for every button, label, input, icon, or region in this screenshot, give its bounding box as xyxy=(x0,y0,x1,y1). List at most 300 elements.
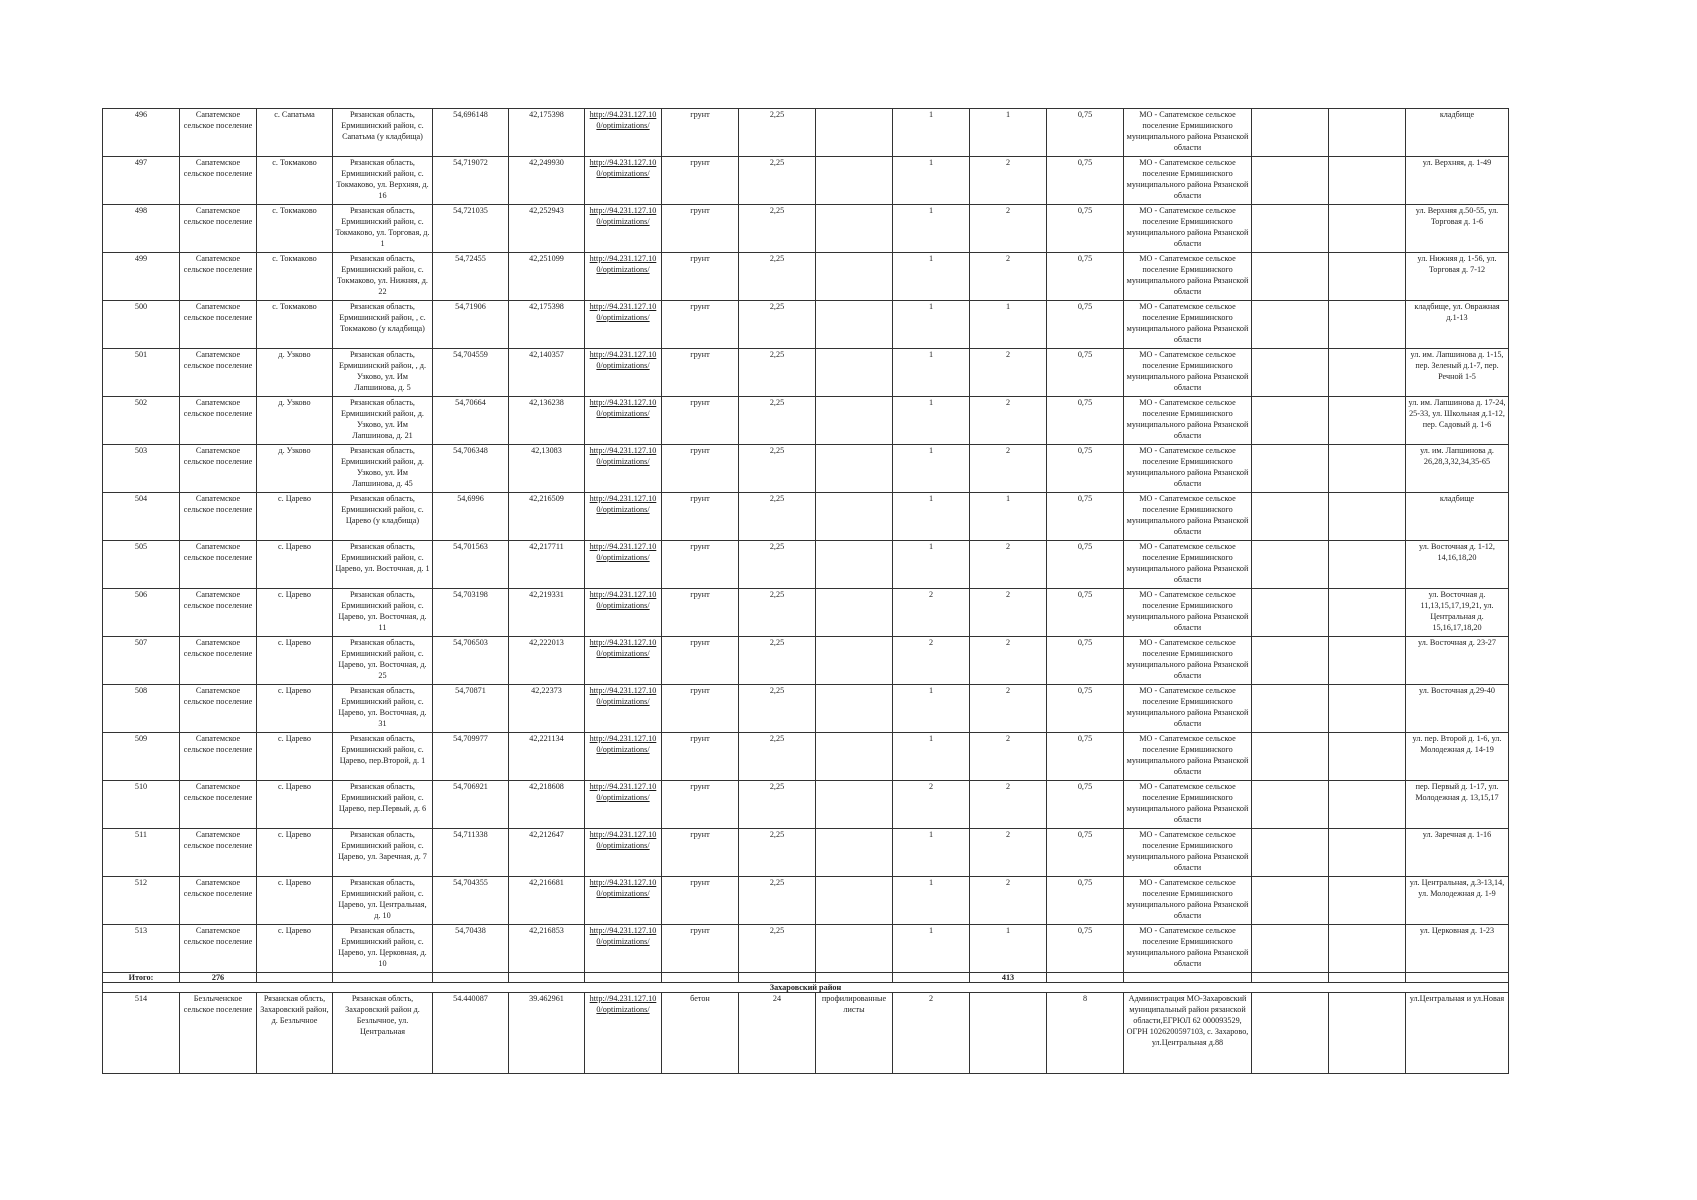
sources-cell: ул. Восточная д. 23-27 xyxy=(1406,637,1509,685)
longitude-cell: 42,219331 xyxy=(509,589,585,637)
extra1-cell xyxy=(1252,349,1329,397)
settlement-cell: Сапатемское сельское поселение xyxy=(180,829,257,877)
surface-cell: грунт xyxy=(662,685,739,733)
count1-cell: 1 xyxy=(893,541,970,589)
village-cell: с. Токмаково xyxy=(257,301,333,349)
village-cell: Рязанская облсть, Захаровский район, д. Безлычное xyxy=(257,993,333,1074)
area-cell: 2,25 xyxy=(739,157,816,205)
owner-cell: МО - Сапатемское сельское поселение Ермишинского муниципального района Рязанской области xyxy=(1124,157,1252,205)
address-cell: Рязанская область, Ермишинский район, с. Токмаково, ул. Торговая, д. 1 xyxy=(333,205,433,253)
surface-cell: грунт xyxy=(662,541,739,589)
address-cell: Рязанская облсть, Захаровский район д. Безлычное, ул. Центральная xyxy=(333,993,433,1074)
extra1-cell xyxy=(1252,685,1329,733)
settlement-cell: Сапатемское сельское поселение xyxy=(180,205,257,253)
total-label: Итого: xyxy=(103,973,180,983)
owner-cell: МО - Сапатемское сельское поселение Ермишинского муниципального района Рязанской области xyxy=(1124,589,1252,637)
latitude-cell: 54,706348 xyxy=(433,445,509,493)
latitude-cell: 54,701563 xyxy=(433,541,509,589)
area-cell: 24 xyxy=(739,993,816,1074)
longitude-cell: 42,251099 xyxy=(509,253,585,301)
owner-cell: МО - Сапатемское сельское поселение Ермишинского муниципального района Рязанской области xyxy=(1124,109,1252,157)
settlement-cell: Сапатемское сельское поселение xyxy=(180,397,257,445)
longitude-cell: 42,13083 xyxy=(509,445,585,493)
sources-cell: ул. им. Лапшинова д. 1-15, пер. Зеленый д.1-7, пер. Речной 1-5 xyxy=(1406,349,1509,397)
table-row xyxy=(103,877,1509,925)
count2-cell: 1 xyxy=(970,493,1047,541)
extra2-cell xyxy=(1329,301,1406,349)
surface-cell: грунт xyxy=(662,445,739,493)
owner-cell: МО - Сапатемское сельское поселение Ермишинского муниципального района Рязанской области xyxy=(1124,493,1252,541)
link-cell[interactable]: http://94.231.127.10 0/optimizations/ xyxy=(585,397,662,445)
owner-cell: МО - Сапатемское сельское поселение Ермишинского муниципального района Рязанской области xyxy=(1124,637,1252,685)
longitude-cell: 42,222013 xyxy=(509,637,585,685)
table-row xyxy=(103,993,1509,1074)
settlement-cell: Сапатемское сельское поселение xyxy=(180,877,257,925)
table-row xyxy=(103,829,1509,877)
latitude-cell: 54,721035 xyxy=(433,205,509,253)
area-cell: 2,25 xyxy=(739,541,816,589)
cover-cell xyxy=(816,397,893,445)
settlement-cell: Безлыченское сельское поселение xyxy=(180,993,257,1074)
settlement-cell: Сапатемское сельское поселение xyxy=(180,445,257,493)
cover-cell xyxy=(816,205,893,253)
empty-cell xyxy=(257,973,333,983)
settlement-cell: Сапатемское сельское поселение xyxy=(180,541,257,589)
address-cell: Рязанская область, Ермишинский район, с. Царево, пер.Первый, д. 6 xyxy=(333,781,433,829)
link-cell[interactable]: http://94.231.127.10 0/optimizations/ xyxy=(585,253,662,301)
extra2-cell xyxy=(1329,733,1406,781)
volume-cell: 0,75 xyxy=(1047,637,1124,685)
count2-cell: 2 xyxy=(970,589,1047,637)
latitude-cell: 54,704355 xyxy=(433,877,509,925)
link-cell[interactable]: http://94.231.127.10 0/optimizations/ xyxy=(585,349,662,397)
longitude-cell: 42,175398 xyxy=(509,301,585,349)
row-number: 504 xyxy=(103,493,180,541)
link-cell[interactable]: http://94.231.127.10 0/optimizations/ xyxy=(585,109,662,157)
longitude-cell: 42,218608 xyxy=(509,781,585,829)
cover-cell xyxy=(816,685,893,733)
owner-cell: МО - Сапатемское сельское поселение Ермишинского муниципального района Рязанской области xyxy=(1124,925,1252,973)
settlement-cell: Сапатемское сельское поселение xyxy=(180,253,257,301)
cover-cell: профилированные листы xyxy=(816,993,893,1074)
settlement-cell: Сапатемское сельское поселение xyxy=(180,349,257,397)
longitude-cell: 42,216853 xyxy=(509,925,585,973)
sources-cell: кладбище xyxy=(1406,493,1509,541)
count1-cell: 1 xyxy=(893,253,970,301)
link-cell[interactable]: http://94.231.127.10 0/optimizations/ xyxy=(585,733,662,781)
link-cell[interactable]: http://94.231.127.10 0/optimizations/ xyxy=(585,157,662,205)
link-cell[interactable]: http://94.231.127.10 0/optimizations/ xyxy=(585,493,662,541)
row-number: 498 xyxy=(103,205,180,253)
table-row xyxy=(103,925,1509,973)
area-cell: 2,25 xyxy=(739,253,816,301)
empty-cell xyxy=(1124,973,1252,983)
village-cell: с. Царево xyxy=(257,685,333,733)
cover-cell xyxy=(816,925,893,973)
count2-cell: 2 xyxy=(970,205,1047,253)
address-cell: Рязанская область, Ермишинский район, , д. Узково, ул. Им Лапшинова, д. 5 xyxy=(333,349,433,397)
table-row xyxy=(103,253,1509,301)
volume-cell: 0,75 xyxy=(1047,301,1124,349)
table-row xyxy=(103,493,1509,541)
count1-cell: 1 xyxy=(893,157,970,205)
count2-cell: 2 xyxy=(970,637,1047,685)
link-cell[interactable]: http://94.231.127.10 0/optimizations/ xyxy=(585,829,662,877)
owner-cell: МО - Сапатемское сельское поселение Ермишинского муниципального района Рязанской области xyxy=(1124,445,1252,493)
address-cell: Рязанская область, Ермишинский район, с. Царево, ул. Восточная, д. 31 xyxy=(333,685,433,733)
settlement-cell: Сапатемское сельское поселение xyxy=(180,637,257,685)
area-cell: 2,25 xyxy=(739,397,816,445)
extra1-cell xyxy=(1252,109,1329,157)
extra2-cell xyxy=(1329,445,1406,493)
link-cell[interactable]: http://94.231.127.10 0/optimizations/ xyxy=(585,993,662,1074)
table-row xyxy=(103,589,1509,637)
count2-cell: 2 xyxy=(970,253,1047,301)
village-cell: с. Сапатьма xyxy=(257,109,333,157)
sources-cell: ул. Верхняя, д. 1-49 xyxy=(1406,157,1509,205)
extra2-cell xyxy=(1329,637,1406,685)
surface-cell: грунт xyxy=(662,253,739,301)
area-cell: 2,25 xyxy=(739,781,816,829)
address-cell: Рязанская область, Ермишинский район, с. Царево, ул. Церковная, д. 10 xyxy=(333,925,433,973)
area-cell: 2,25 xyxy=(739,589,816,637)
cover-cell xyxy=(816,253,893,301)
latitude-cell: 54,719072 xyxy=(433,157,509,205)
longitude-cell: 42,252943 xyxy=(509,205,585,253)
cover-cell xyxy=(816,349,893,397)
surface-cell: грунт xyxy=(662,493,739,541)
cover-cell xyxy=(816,301,893,349)
village-cell: д. Узково xyxy=(257,445,333,493)
longitude-cell: 39.462961 xyxy=(509,993,585,1074)
surface-cell: грунт xyxy=(662,349,739,397)
surface-cell: грунт xyxy=(662,109,739,157)
count2-cell: 2 xyxy=(970,685,1047,733)
extra1-cell xyxy=(1252,493,1329,541)
volume-cell: 8 xyxy=(1047,993,1124,1074)
sources-cell: ул. Центральная, д.3-13,14, ул. Молодежная д. 1-9 xyxy=(1406,877,1509,925)
row-number: 505 xyxy=(103,541,180,589)
empty-cell xyxy=(333,973,433,983)
volume-cell: 0,75 xyxy=(1047,925,1124,973)
owner-cell: МО - Сапатемское сельское поселение Ермишинского муниципального района Рязанской области xyxy=(1124,301,1252,349)
row-number: 503 xyxy=(103,445,180,493)
latitude-cell: 54,703198 xyxy=(433,589,509,637)
surface-cell: грунт xyxy=(662,157,739,205)
settlement-cell: Сапатемское сельское поселение xyxy=(180,157,257,205)
link-cell[interactable]: http://94.231.127.10 0/optimizations/ xyxy=(585,685,662,733)
cover-cell xyxy=(816,781,893,829)
count1-cell: 2 xyxy=(893,589,970,637)
area-cell: 2,25 xyxy=(739,637,816,685)
longitude-cell: 42,217711 xyxy=(509,541,585,589)
volume-cell: 0,75 xyxy=(1047,877,1124,925)
empty-cell xyxy=(1329,973,1406,983)
longitude-cell: 42,175398 xyxy=(509,109,585,157)
volume-cell: 0,75 xyxy=(1047,541,1124,589)
count2-cell: 2 xyxy=(970,349,1047,397)
district-row xyxy=(103,983,1509,993)
area-cell: 2,25 xyxy=(739,109,816,157)
cover-cell xyxy=(816,541,893,589)
extra2-cell xyxy=(1329,589,1406,637)
village-cell: с. Царево xyxy=(257,877,333,925)
address-cell: Рязанская область, Ермишинский район, с. Царево, ул. Центральная, д. 10 xyxy=(333,877,433,925)
village-cell: с. Царево xyxy=(257,541,333,589)
link-cell[interactable]: http://94.231.127.10 0/optimizations/ xyxy=(585,877,662,925)
extra2-cell xyxy=(1329,685,1406,733)
count2-cell: 2 xyxy=(970,157,1047,205)
table-row xyxy=(103,349,1509,397)
longitude-cell: 42,216509 xyxy=(509,493,585,541)
extra2-cell xyxy=(1329,993,1406,1074)
cover-cell xyxy=(816,109,893,157)
latitude-cell: 54,70664 xyxy=(433,397,509,445)
village-cell: с. Царево xyxy=(257,925,333,973)
extra2-cell xyxy=(1329,253,1406,301)
area-cell: 2,25 xyxy=(739,685,816,733)
extra1-cell xyxy=(1252,445,1329,493)
latitude-cell: 54,709977 xyxy=(433,733,509,781)
link-cell[interactable]: http://94.231.127.10 0/optimizations/ xyxy=(585,781,662,829)
volume-cell: 0,75 xyxy=(1047,829,1124,877)
table-row xyxy=(103,637,1509,685)
link-cell[interactable]: http://94.231.127.10 0/optimizations/ xyxy=(585,445,662,493)
area-cell: 2,25 xyxy=(739,925,816,973)
extra2-cell xyxy=(1329,205,1406,253)
address-cell: Рязанская область, Ермишинский район, с. Царево, ул. Восточная, д. 11 xyxy=(333,589,433,637)
owner-cell: МО - Сапатемское сельское поселение Ермишинского муниципального района Рязанской области xyxy=(1124,349,1252,397)
row-number: 508 xyxy=(103,685,180,733)
area-cell: 2,25 xyxy=(739,493,816,541)
longitude-cell: 42,212647 xyxy=(509,829,585,877)
settlement-cell: Сапатемское сельское поселение xyxy=(180,733,257,781)
extra2-cell xyxy=(1329,541,1406,589)
longitude-cell: 42,249930 xyxy=(509,157,585,205)
owner-cell: МО - Сапатемское сельское поселение Ермишинского муниципального района Рязанской области xyxy=(1124,205,1252,253)
address-cell: Рязанская область, Ермишинский район, с. Царево, ул. Заречная, д. 7 xyxy=(333,829,433,877)
latitude-cell: 54,70871 xyxy=(433,685,509,733)
cover-cell xyxy=(816,733,893,781)
row-number: 497 xyxy=(103,157,180,205)
extra2-cell xyxy=(1329,829,1406,877)
address-cell: Рязанская область, Ермишинский район, с. Токмаково, ул. Верхняя, д. 16 xyxy=(333,157,433,205)
surface-cell: грунт xyxy=(662,301,739,349)
count2-cell: 2 xyxy=(970,445,1047,493)
count1-cell: 2 xyxy=(893,993,970,1074)
table-row xyxy=(103,781,1509,829)
area-cell: 2,25 xyxy=(739,349,816,397)
total-count: 276 xyxy=(180,973,257,983)
extra1-cell xyxy=(1252,733,1329,781)
village-cell: с. Царево xyxy=(257,829,333,877)
count1-cell: 1 xyxy=(893,445,970,493)
village-cell: с. Царево xyxy=(257,589,333,637)
table-row xyxy=(103,541,1509,589)
count1-cell: 1 xyxy=(893,205,970,253)
surface-cell: грунт xyxy=(662,637,739,685)
sources-cell: ул. Заречная д. 1-16 xyxy=(1406,829,1509,877)
owner-cell: МО - Сапатемское сельское поселение Ермишинского муниципального района Рязанской области xyxy=(1124,685,1252,733)
owner-cell: МО - Сапатемское сельское поселение Ермишинского муниципального района Рязанской области xyxy=(1124,541,1252,589)
latitude-cell: 54,72455 xyxy=(433,253,509,301)
volume-cell: 0,75 xyxy=(1047,109,1124,157)
count1-cell: 1 xyxy=(893,685,970,733)
latitude-cell: 54,6996 xyxy=(433,493,509,541)
settlement-cell: Сапатемское сельское поселение xyxy=(180,685,257,733)
cover-cell xyxy=(816,157,893,205)
link-cell[interactable]: http://94.231.127.10 0/optimizations/ xyxy=(585,637,662,685)
surface-cell: грунт xyxy=(662,205,739,253)
volume-cell: 0,75 xyxy=(1047,205,1124,253)
volume-cell: 0,75 xyxy=(1047,493,1124,541)
count1-cell: 1 xyxy=(893,349,970,397)
row-number: 501 xyxy=(103,349,180,397)
volume-cell: 0,75 xyxy=(1047,781,1124,829)
latitude-cell: 54.440087 xyxy=(433,993,509,1074)
sources-cell: ул. Восточная д.29-40 xyxy=(1406,685,1509,733)
latitude-cell: 54,70438 xyxy=(433,925,509,973)
village-cell: с. Царево xyxy=(257,637,333,685)
count2-cell: 2 xyxy=(970,781,1047,829)
cover-cell xyxy=(816,589,893,637)
count1-cell: 1 xyxy=(893,829,970,877)
volume-cell: 0,75 xyxy=(1047,349,1124,397)
longitude-cell: 42,140357 xyxy=(509,349,585,397)
settlement-cell: Сапатемское сельское поселение xyxy=(180,493,257,541)
settlement-cell: Сапатемское сельское поселение xyxy=(180,589,257,637)
row-number: 499 xyxy=(103,253,180,301)
surface-cell: грунт xyxy=(662,397,739,445)
extra2-cell xyxy=(1329,157,1406,205)
latitude-cell: 54,706503 xyxy=(433,637,509,685)
count1-cell: 1 xyxy=(893,301,970,349)
area-cell: 2,25 xyxy=(739,205,816,253)
settlement-cell: Сапатемское сельское поселение xyxy=(180,109,257,157)
owner-cell: МО - Сапатемское сельское поселение Ермишинского муниципального района Рязанской области xyxy=(1124,781,1252,829)
latitude-cell: 54,71906 xyxy=(433,301,509,349)
row-number: 506 xyxy=(103,589,180,637)
village-cell: д. Узково xyxy=(257,397,333,445)
count2-cell: 1 xyxy=(970,301,1047,349)
sources-cell: ул. Восточная д. 11,13,15,17,19,21, ул. Центральная д. 15,16,17,18,20 xyxy=(1406,589,1509,637)
count1-cell: 1 xyxy=(893,397,970,445)
link-cell[interactable]: http://94.231.127.10 0/optimizations/ xyxy=(585,541,662,589)
row-number: 510 xyxy=(103,781,180,829)
area-cell: 2,25 xyxy=(739,445,816,493)
row-number: 507 xyxy=(103,637,180,685)
count1-cell: 2 xyxy=(893,781,970,829)
surface-cell: грунт xyxy=(662,877,739,925)
link-cell[interactable]: http://94.231.127.10 0/optimizations/ xyxy=(585,301,662,349)
empty-cell xyxy=(662,973,739,983)
empty-cell xyxy=(1406,973,1509,983)
link-cell[interactable]: http://94.231.127.10 0/optimizations/ xyxy=(585,205,662,253)
register-table xyxy=(102,108,1509,1074)
owner-cell: МО - Сапатемское сельское поселение Ермишинского муниципального района Рязанской области xyxy=(1124,253,1252,301)
count2-cell: 2 xyxy=(970,397,1047,445)
sources-cell: ул. Нижняя д. 1-56, ул. Торговая д. 7-12 xyxy=(1406,253,1509,301)
longitude-cell: 42,216681 xyxy=(509,877,585,925)
owner-cell: МО - Сапатемское сельское поселение Ермишинского муниципального района Рязанской области xyxy=(1124,877,1252,925)
volume-cell: 0,75 xyxy=(1047,589,1124,637)
count2-cell xyxy=(970,993,1047,1074)
empty-cell xyxy=(739,973,816,983)
volume-cell: 0,75 xyxy=(1047,397,1124,445)
extra2-cell xyxy=(1329,349,1406,397)
district-heading: Захаровский район xyxy=(103,983,1509,993)
cover-cell xyxy=(816,877,893,925)
link-cell[interactable]: http://94.231.127.10 0/optimizations/ xyxy=(585,925,662,973)
address-cell: Рязанская область, Ермишинский район, с. Царево, пер.Второй, д. 1 xyxy=(333,733,433,781)
address-cell: Рязанская область, Ермишинский район, с. Царево, ул. Восточная, д. 25 xyxy=(333,637,433,685)
village-cell: с. Токмаково xyxy=(257,253,333,301)
owner-cell: МО - Сапатемское сельское поселение Ермишинского муниципального района Рязанской области xyxy=(1124,397,1252,445)
address-cell: Рязанская область, Ермишинский район, , с. Токмаково (у кладбища) xyxy=(333,301,433,349)
table-row xyxy=(103,397,1509,445)
total-row xyxy=(103,973,1509,983)
extra2-cell xyxy=(1329,109,1406,157)
empty-cell xyxy=(893,973,970,983)
address-cell: Рязанская область, Ермишинский район, с. Сапатьма (у кладбища) xyxy=(333,109,433,157)
latitude-cell: 54,711338 xyxy=(433,829,509,877)
extra1-cell xyxy=(1252,637,1329,685)
latitude-cell: 54,706921 xyxy=(433,781,509,829)
count1-cell: 1 xyxy=(893,925,970,973)
owner-cell: МО - Сапатемское сельское поселение Ермишинского муниципального района Рязанской области xyxy=(1124,829,1252,877)
surface-cell: грунт xyxy=(662,733,739,781)
longitude-cell: 42,221134 xyxy=(509,733,585,781)
settlement-cell: Сапатемское сельское поселение xyxy=(180,301,257,349)
volume-cell: 0,75 xyxy=(1047,445,1124,493)
address-cell: Рязанская область, Ермишинский район, с. Токмаково, ул. Нижняя, д. 22 xyxy=(333,253,433,301)
owner-cell: МО - Сапатемское сельское поселение Ермишинского муниципального района Рязанской области xyxy=(1124,733,1252,781)
village-cell: с. Токмаково xyxy=(257,157,333,205)
sources-cell: кладбище xyxy=(1406,109,1509,157)
count2-cell: 2 xyxy=(970,877,1047,925)
cover-cell xyxy=(816,829,893,877)
surface-cell: грунт xyxy=(662,829,739,877)
row-number: 512 xyxy=(103,877,180,925)
surface-cell: грунт xyxy=(662,781,739,829)
count2-cell: 1 xyxy=(970,925,1047,973)
latitude-cell: 54,696148 xyxy=(433,109,509,157)
empty-cell xyxy=(816,973,893,983)
sources-cell: ул. им. Лапшинова д. 26,28,3,32,34,35-65 xyxy=(1406,445,1509,493)
sources-cell: ул. пер. Второй д. 1-6, ул. Молодежная д. 14-19 xyxy=(1406,733,1509,781)
count1-cell: 2 xyxy=(893,637,970,685)
empty-cell xyxy=(585,973,662,983)
row-number: 502 xyxy=(103,397,180,445)
village-cell: с. Царево xyxy=(257,733,333,781)
empty-cell xyxy=(1252,973,1329,983)
table-row xyxy=(103,205,1509,253)
link-cell[interactable]: http://94.231.127.10 0/optimizations/ xyxy=(585,589,662,637)
row-number: 509 xyxy=(103,733,180,781)
empty-cell xyxy=(509,973,585,983)
village-cell: с. Царево xyxy=(257,781,333,829)
volume-cell: 0,75 xyxy=(1047,157,1124,205)
area-cell: 2,25 xyxy=(739,829,816,877)
table-row xyxy=(103,733,1509,781)
count2-cell: 1 xyxy=(970,109,1047,157)
row-number: 511 xyxy=(103,829,180,877)
extra2-cell xyxy=(1329,493,1406,541)
address-cell: Рязанская область, Ермишинский район, д. Узково, ул. Им Лапшинова, д. 21 xyxy=(333,397,433,445)
surface-cell: грунт xyxy=(662,589,739,637)
extra1-cell xyxy=(1252,877,1329,925)
surface-cell: грунт xyxy=(662,925,739,973)
